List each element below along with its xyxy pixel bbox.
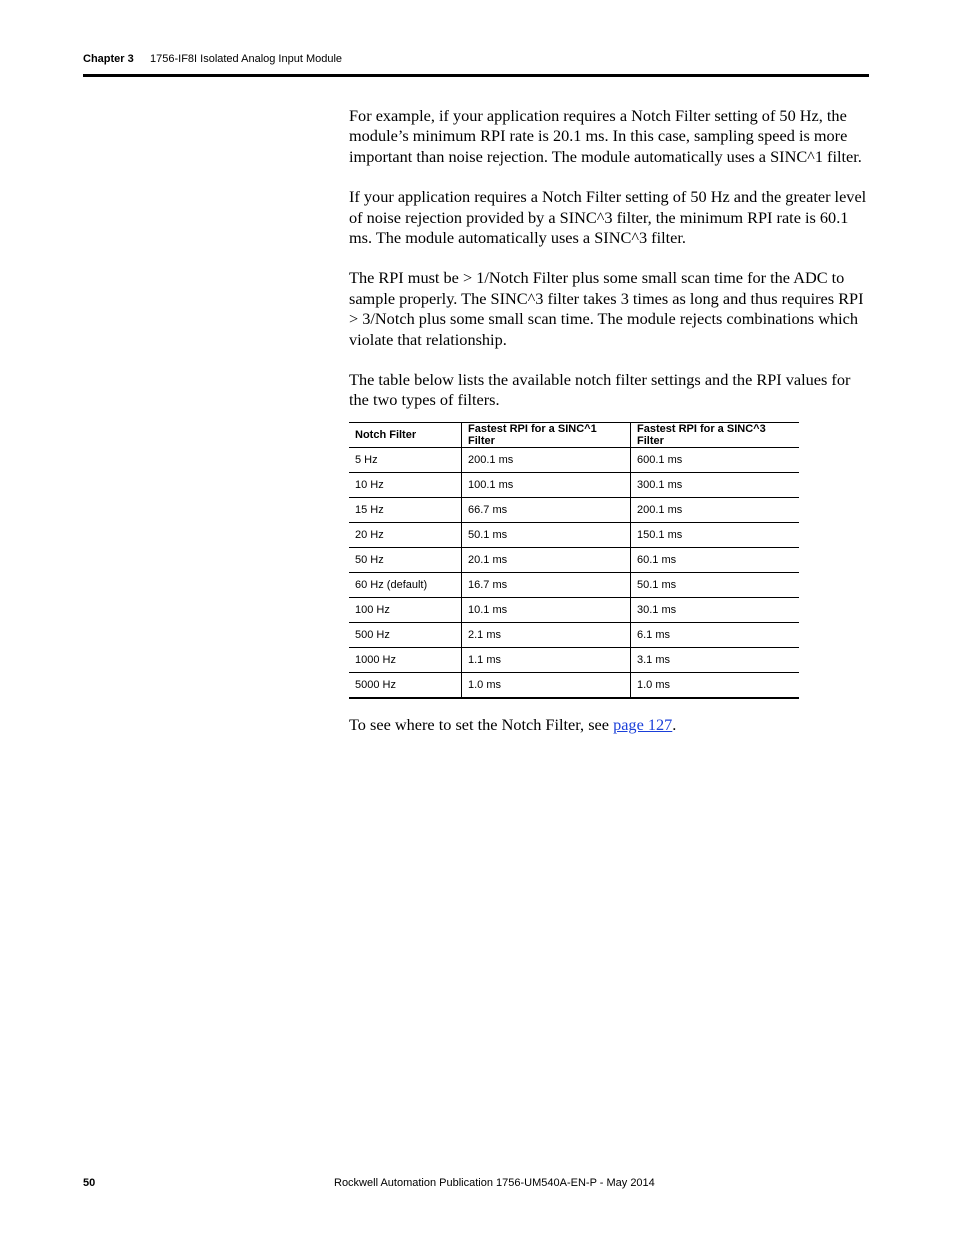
notch-value: 100 Hz [349, 598, 462, 623]
sinc1-rpi: 10.1 ms [462, 598, 631, 623]
notch-value: 5 Hz [349, 448, 462, 473]
table-row [349, 498, 799, 523]
table-row [349, 448, 799, 473]
table-row [349, 573, 799, 598]
paragraph-rpi-rule: The RPI must be > 1/Notch Filter plus some small scan time for the ADC to sample properly. The SINC^3 filter takes 3 times as long and thus requires RPI > 3/Notch plus some small scan time. The module rejects combinations which violate that relationship. [349, 268, 864, 349]
paragraph-example-sinc1: For example, if your application requires a Notch Filter setting of 50 Hz, the module’s minimum RPI rate is 20.1 ms. In this case, sampling speed is more important than noise rejection. The module automatically uses a SINC^1 filter. [349, 106, 862, 166]
sinc3-rpi: 60.1 ms [631, 548, 800, 573]
table-row [349, 648, 799, 673]
page-number: 50 [83, 1177, 96, 1189]
sinc1-rpi: 2.1 ms [462, 623, 631, 648]
notch-value: 10 Hz [349, 473, 462, 498]
sinc3-rpi: 6.1 ms [631, 623, 800, 648]
sinc3-rpi: 30.1 ms [631, 598, 800, 623]
column-header-sinc1: Fastest RPI for a SINC^1 Filter [462, 423, 631, 448]
sinc1-rpi: 100.1 ms [462, 473, 631, 498]
body-text [349, 106, 873, 431]
table-row [349, 548, 799, 573]
sinc1-rpi: 20.1 ms [462, 548, 631, 573]
paragraph-table-intro: The table below lists the available notch filter settings and the RPI values for the two types of filters. [349, 370, 851, 410]
page-127-link[interactable]: page 127 [613, 715, 673, 734]
sinc3-rpi: 50.1 ms [631, 573, 800, 598]
sinc1-rpi: 200.1 ms [462, 448, 631, 473]
table-row [349, 623, 799, 648]
sinc3-rpi: 150.1 ms [631, 523, 800, 548]
notch-value: 15 Hz [349, 498, 462, 523]
sinc1-rpi: 1.1 ms [462, 648, 631, 673]
notch-value: 5000 Hz [349, 673, 462, 699]
sinc3-rpi: 600.1 ms [631, 448, 800, 473]
paragraph-example-sinc3: If your application requires a Notch Filter setting of 50 Hz and the greater level of noise rejection provided by a SINC^3 filter, the minimum RPI rate is 60.1 ms. The module automatically uses a SINC^3 filter. [349, 187, 867, 248]
reference-suffix: . [672, 715, 677, 734]
sinc3-rpi: 3.1 ms [631, 648, 800, 673]
running-header [83, 53, 868, 75]
chapter-title: 1756-IF8I Isolated Analog Input Module [150, 53, 343, 65]
table-row [349, 598, 799, 623]
notch-value: 20 Hz [349, 523, 462, 548]
notch-filter-reference [349, 715, 873, 735]
table-row [349, 523, 799, 548]
notch-value: 60 Hz (default) [349, 573, 462, 598]
notch-filter-table [349, 422, 799, 699]
notch-value: 1000 Hz [349, 648, 462, 673]
header-rule [83, 74, 869, 77]
chapter-label: Chapter 3 [83, 53, 134, 65]
sinc1-rpi: 66.7 ms [462, 498, 631, 523]
sinc1-rpi: 1.0 ms [462, 673, 631, 699]
table-header-row [349, 423, 799, 448]
sinc1-rpi: 50.1 ms [462, 523, 631, 548]
notch-value: 50 Hz [349, 548, 462, 573]
table-row [349, 673, 799, 699]
table-row [349, 473, 799, 498]
publication-info: Rockwell Automation Publication 1756-UM540A-EN-P - May 2014 [334, 1177, 655, 1189]
column-header-notch-filter: Notch Filter [349, 423, 462, 448]
sinc3-rpi: 1.0 ms [631, 673, 800, 699]
notch-value: 500 Hz [349, 623, 462, 648]
column-header-sinc3: Fastest RPI for a SINC^3 Filter [631, 423, 800, 448]
reference-prefix: To see where to set the Notch Filter, see [349, 715, 614, 734]
sinc3-rpi: 200.1 ms [631, 498, 800, 523]
sinc1-rpi: 16.7 ms [462, 573, 631, 598]
sinc3-rpi: 300.1 ms [631, 473, 800, 498]
